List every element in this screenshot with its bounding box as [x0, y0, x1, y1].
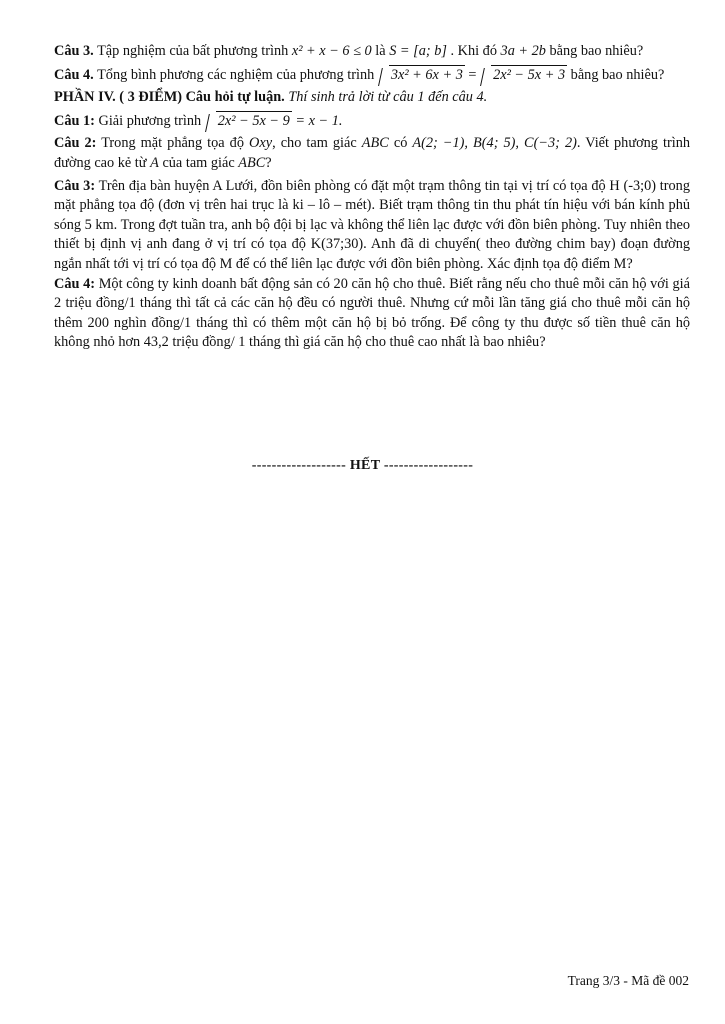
question-text: bằng bao nhiêu?: [570, 66, 665, 83]
question-label: Câu 3:: [54, 177, 96, 194]
question-3: [54, 42, 690, 62]
question-label: Câu 3.: [54, 43, 94, 59]
sqrt-symbol: [207, 111, 292, 132]
question-text: Tổng bình phương các nghiệm của phương trình: [97, 66, 375, 83]
question-label: Câu 1:: [54, 112, 95, 129]
part-iv-heading: [54, 88, 690, 108]
question-text: ?: [265, 154, 272, 171]
question-text: của tam giác: [162, 154, 235, 171]
math-expression: = x − 1.: [295, 112, 343, 129]
math-inequality: x² + x − 6 ≤ 0: [291, 43, 372, 59]
sqrt-symbol: [482, 65, 567, 86]
math-expression: 3a + 2b: [500, 43, 546, 59]
question-text: . Viết phương trình đường cao kẻ từ: [54, 135, 690, 171]
question-text: , cho tam giác: [272, 135, 357, 152]
end-marker: ------------------- HẾT ------------------: [251, 458, 474, 473]
section-instruction: Thí sinh trả lời từ câu 1 đến câu 4.: [288, 89, 488, 106]
question-text: Một công ty kinh doanh bất động sản có 20 căn hộ cho thuê. Biết rằng nếu cho thuê mỗi căn hộ với giá 2 triệu đồng/1 tháng thì tất cả các căn hộ đều có người thuê. Nhưng cứ mỗi lần tăng giá cho thuê mỗi căn hộ thêm 200 nghìn đồng/1 tháng thì có thêm một căn hộ bị bỏ trống. Để công ty thu được số tiền thuê căn hộ không nhỏ hơn 43,2 triệu đồng/ 1 tháng thì giá căn hộ cho thuê cao nhất là bao nhiêu?: [54, 275, 690, 351]
math-vertex: A: [150, 154, 159, 171]
essay-question-3: [54, 177, 690, 275]
question-text: Trên địa bàn huyện A Lưới, đồn biên phòng có đặt một trạm thông tin tại vị trí có tọa độ H (-3;0) trong mặt phẳng tọa độ (đơn vị trên hai trục là ki – lô – mét). Biết trạm thông tin thu phát tín hiệu với bán kính phủ sóng 5 km. Trong đợt tuần tra, anh bộ đội bị lạc và không thể liên lạc được với đồn biên phòng. Tuy nhiên theo thiết bị định vị anh đang ở vị trí có tọa độ K(37;30). Anh đã di chuyển( theo đường chim bay) đoạn đường ngắn nhất tới vị trí có tọa độ M để có thể liên lạc được với đồn biên phòng. Xác định tọa độ điểm M?: [54, 177, 690, 272]
page-footer: Trang 3/3 - Mã đề 002: [567, 973, 689, 988]
question-text: là: [375, 43, 386, 59]
math-triangle: ABC: [361, 135, 389, 152]
radicand: 2x² − 5x + 3: [493, 66, 566, 83]
radicand: 2x² − 5x − 9: [217, 112, 290, 129]
sqrt-symbol: [380, 65, 465, 86]
question-text: có: [393, 135, 408, 152]
question-text: Tập nghiệm của bất phương trình: [97, 43, 289, 59]
section-title: PHẦN IV. ( 3 ĐIỂM) Câu hỏi tự luận.: [54, 89, 285, 106]
question-text: . Khi đó: [450, 43, 497, 59]
question-text: Trong mặt phẳng tọa độ: [101, 135, 244, 152]
equals-sign: =: [468, 66, 477, 83]
question-label: Câu 2:: [54, 135, 97, 152]
essay-question-1: [54, 111, 690, 132]
question-4: [54, 65, 690, 86]
radicand: 3x² + 6x + 3: [390, 66, 463, 83]
question-label: Câu 4:: [54, 275, 96, 292]
essay-question-4: [54, 275, 690, 353]
math-triangle: ABC: [238, 154, 266, 171]
math-set: S = [a; b]: [389, 43, 447, 59]
question-text: Giải phương trình: [98, 112, 202, 129]
exam-page-content: [54, 42, 690, 353]
math-points: A(2; −1), B(4; 5), C(−3; 2): [412, 135, 577, 152]
essay-question-2: [54, 134, 690, 173]
math-oxy: Oxy: [249, 135, 273, 152]
question-label: Câu 4.: [54, 66, 94, 83]
question-text: bằng bao nhiêu?: [549, 43, 644, 59]
